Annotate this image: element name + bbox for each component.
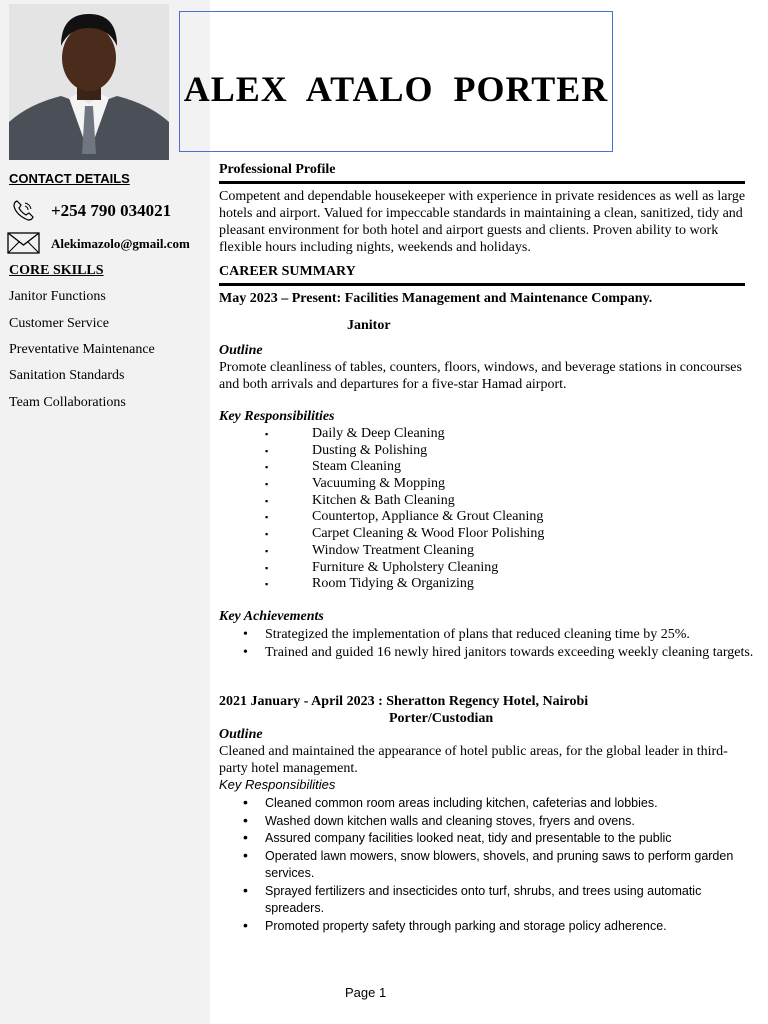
skill-item: Preventative Maintenance — [9, 342, 155, 357]
core-skills-title: CORE SKILLS — [9, 263, 104, 278]
list-item: • Cleaned common room areas including kitchen, cafeterias and lobbies. — [219, 795, 755, 813]
responsibilities-label: Key Responsibilities — [219, 777, 336, 792]
job-title-line: 2021 January - April 2023 : Sheratton Regency Hotel, Nairobi — [219, 694, 589, 709]
responsibilities-label: Key Responsibilities — [219, 409, 335, 424]
achievements-list — [219, 626, 755, 661]
outline-label: Outline — [219, 727, 263, 742]
list-item: • Assured company facilities looked neat, tidy and presentable to the public — [219, 830, 755, 848]
list-item: • Trained and guided 16 newly hired janitors towards exceeding weekly cleaning targets. — [219, 644, 755, 661]
name-box — [179, 11, 613, 152]
candidate-name: ALEX ATALO PORTER — [183, 69, 609, 109]
list-item: ▪ Steam Cleaning — [219, 459, 544, 476]
skill-item: Team Collaborations — [9, 395, 126, 410]
list-item: ▪ Countertop, Appliance & Grout Cleaning — [219, 509, 544, 526]
list-item: ▪ Vacuuming & Mopping — [219, 476, 544, 493]
job-outline: Cleaned and maintained the appearance of hotel public areas, for the global leader in third-party hotel management. — [219, 744, 728, 776]
contact-details-title: CONTACT DETAILS — [9, 171, 130, 186]
skill-item: Janitor Functions — [9, 289, 106, 304]
career-rule — [219, 283, 745, 286]
career-heading: CAREER SUMMARY — [219, 264, 356, 279]
list-item: • Sprayed fertilizers and insecticides onto turf, shrubs, and trees using automatic spreaders. — [219, 883, 755, 918]
page-number: Page 1 — [345, 985, 387, 1000]
skill-item: Sanitation Standards — [9, 368, 125, 383]
list-item: ▪ Kitchen & Bath Cleaning — [219, 493, 544, 510]
achievements-label: Key Achievements — [219, 609, 324, 624]
job-title-line: May 2023 – Present: Facilities Management and Maintenance Company. — [219, 291, 653, 306]
list-item: ▪ Room Tidying & Organizing — [219, 576, 544, 593]
list-item: ▪ Window Treatment Cleaning — [219, 543, 544, 560]
list-item: • Promoted property safety through parking and storage policy adherence. — [219, 918, 755, 936]
email-address: Alekimazolo@gmail.com — [51, 236, 190, 251]
list-item: ▪ Furniture & Upholstery Cleaning — [219, 560, 544, 577]
phone-number: +254 790 034021 — [51, 201, 172, 220]
envelope-icon — [7, 232, 40, 254]
job-role: Janitor — [347, 318, 391, 333]
list-item: • Strategized the implementation of plans that reduced cleaning time by 25%. — [219, 626, 755, 643]
skill-item: Customer Service — [9, 316, 109, 331]
profile-rule — [219, 181, 745, 184]
job-role: Porter/Custodian — [389, 711, 494, 726]
list-item: ▪ Daily & Deep Cleaning — [219, 426, 544, 443]
profile-photo — [9, 4, 169, 160]
list-item: ▪ Dusting & Polishing — [219, 443, 544, 460]
list-item: ▪ Carpet Cleaning & Wood Floor Polishing — [219, 526, 544, 543]
outline-label: Outline — [219, 343, 263, 358]
profile-heading: Professional Profile — [219, 162, 336, 177]
job-outline: Promote cleanliness of tables, counters, floors, windows, and beverage stations in concourses and both arrivals and departures for a five-star Hamad airport. — [219, 360, 742, 392]
responsibilities-list — [219, 795, 755, 935]
list-item: • Washed down kitchen walls and cleaning stoves, fryers and ovens. — [219, 813, 755, 831]
responsibilities-list — [219, 426, 544, 593]
list-item: • Operated lawn mowers, snow blowers, shovels, and pruning saws to perform garden services. — [219, 848, 755, 883]
phone-icon — [10, 198, 36, 224]
profile-text: Competent and dependable housekeeper with experience in private residences as well as large hotels and airport. Valued for impeccable standards in maintaining a clean, sanitized, tidy and pleasant environment for both hotel and airport guests and clients. Proven ability to work flexible hours including nights, weekends and holidays. — [219, 189, 746, 255]
